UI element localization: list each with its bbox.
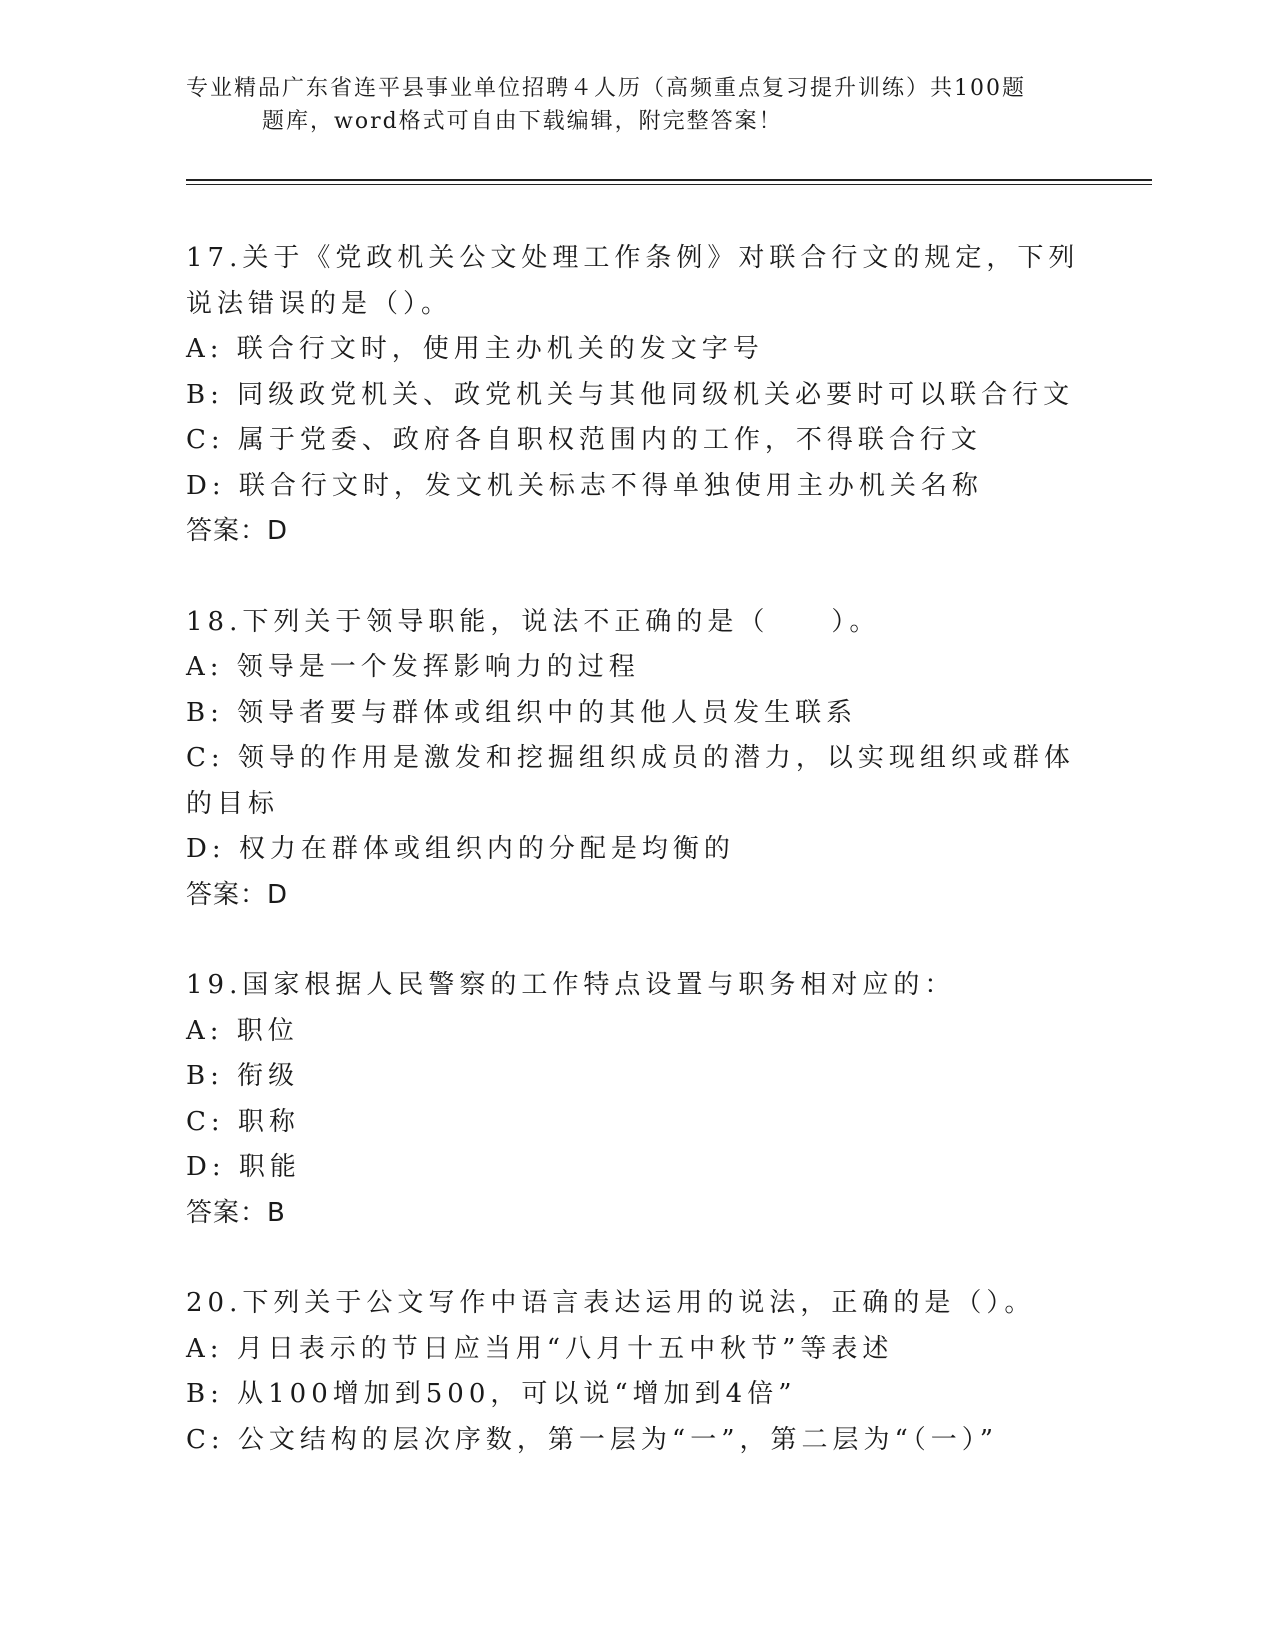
question-18 <box>186 600 1086 919</box>
option-b: B: 从100增加到500，可以说“增加到4倍” <box>186 1379 797 1409</box>
option-a: A: 月日表示的节日应当用“八月十五中秋节”等表述 <box>186 1333 894 1364</box>
option-d: D: 联合行文时，发文机关标志不得单独使用主办机关名称 <box>186 470 983 501</box>
option-d: D: 权力在群体或组织内的分配是均衡的 <box>186 834 735 864</box>
question-17 <box>186 236 1086 555</box>
question-stem: 17.关于《党政机关公文处理工作条例》对联合行文的规定，下列说法错误的是（）。 <box>186 243 1080 319</box>
question-stem: 20.下列关于公文写作中语言表达运用的说法，正确的是（）。 <box>186 1288 1036 1318</box>
question-list <box>186 236 1086 1508</box>
answer: 答案：D <box>186 516 289 546</box>
answer: 答案：D <box>186 879 289 910</box>
header-rule-thick <box>186 179 1152 181</box>
option-d: D: 职能 <box>186 1152 301 1182</box>
question-19 <box>186 963 1086 1236</box>
option-a: A: 联合行文时，使用主办机关的发文字号 <box>186 334 764 364</box>
answer: 答案：B <box>186 1197 286 1228</box>
option-b: B: 衔级 <box>186 1061 300 1091</box>
option-c: C: 领导的作用是激发和挖掘组织成员的潜力，以实现组织或群体的目标 <box>186 743 1075 819</box>
header-line-1: 专业精品广东省连平县事业单位招聘４人历（高频重点复习提升训练）共100题 <box>186 76 1026 101</box>
question-stem: 18.下列关于领导职能，说法不正确的是（ ）。 <box>186 606 881 637</box>
option-c: C: 公文结构的层次序数，第一层为“一”，第二层为“（一）” <box>186 1424 999 1455</box>
header-line-2: 题库，word格式可自由下载编辑，附完整答案！ <box>262 109 783 134</box>
option-a: A: 领导是一个发挥影响力的过程 <box>186 652 640 682</box>
option-b: B: 同级政党机关、政党机关与其他同级机关必要时可以联合行文 <box>186 379 1075 410</box>
header-rule-thin <box>186 184 1152 185</box>
question-20 <box>186 1281 1086 1463</box>
option-a: A: 职位 <box>186 1015 299 1046</box>
question-stem: 19.国家根据人民警察的工作特点设置与职务相对应的： <box>186 970 956 1000</box>
option-c: C: 属于党委、政府各自职权范围内的工作，不得联合行文 <box>186 425 982 455</box>
option-b: B: 领导者要与群体或组织中的其他人员发生联系 <box>186 697 858 728</box>
document-header <box>186 72 1066 138</box>
option-c: C: 职称 <box>186 1106 300 1137</box>
